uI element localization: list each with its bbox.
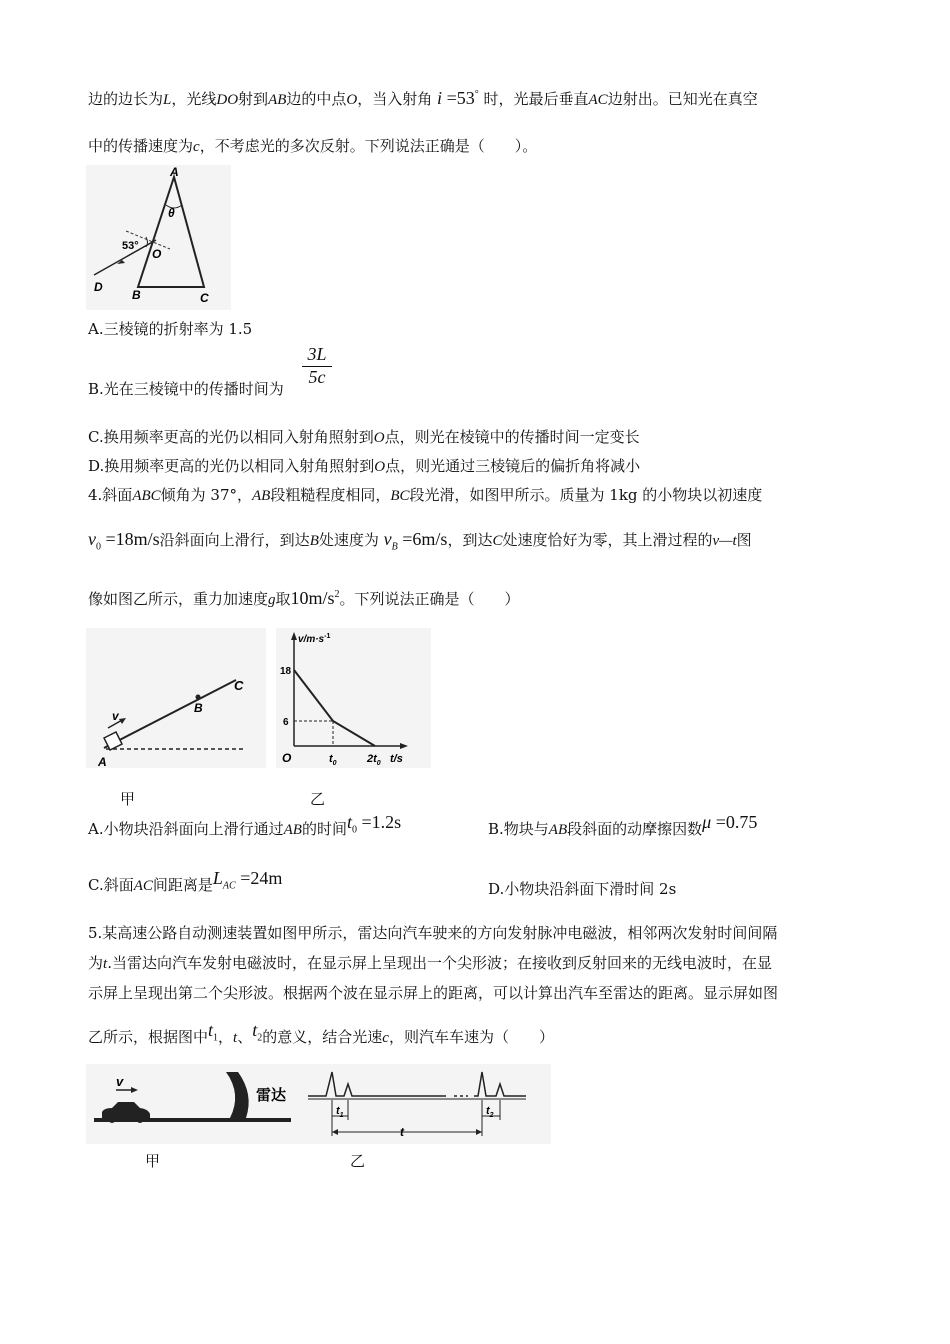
tick-t0: $t_0$ [329,753,337,767]
label-theta: θ [168,206,175,220]
tick-2t0: $2t_0$ [367,753,381,767]
t1-symbol: $t_1$ [208,1020,219,1044]
q5-caption-yi: 乙 [350,1152,366,1170]
x-axis-label: t/s [390,753,403,765]
y-axis-label: $v/m\cdot s^{-1}$ [298,633,331,645]
vt-graph-figure [276,628,431,768]
prism-figure [86,165,231,310]
point-B [196,695,201,700]
radar-figure [86,1064,551,1144]
q4-line-2: $v_0 =18m/s$沿斜面向上滑行，到达B处速度为 $v_B =6m/s$，到达C处速度恰好为零，其上滑过程的v—t图 [88,529,752,553]
label-v: v [116,1074,124,1089]
mu-formula: μ =0.75 [702,812,758,832]
g-value: $10m/s^2$ [290,588,340,608]
q4-caption-jia: 甲 [120,790,136,808]
v0-formula: $v_0 =18m/s$ [88,529,160,553]
label-t2: $t_2$ [486,1105,494,1119]
label-O: O [152,247,162,261]
incline-figure [86,628,266,768]
label-v: v [112,709,119,723]
car-wheel-icon [137,1117,143,1123]
q4-caption-yi: 乙 [310,790,326,808]
figure-background [86,165,231,310]
LAC-formula: $L_{AC} =24m$ [212,868,283,892]
label-C: C [200,291,209,305]
q4-line-3: 像如图乙所示，重力加速度g取$10m/s^2$。下列说法正确是（ ） [88,588,520,608]
q5-line-3: 示屏上呈现出第二个尖形波。根据两个波在显示屏上的距离，可以计算出汽车至雷达的距离。显示屏如图 [88,984,779,1002]
label-53deg: 53° [122,240,139,252]
q4-option-d: D.小物块沿斜面下滑时间 2s [488,880,677,898]
t2-symbol: $t_2$ [252,1020,263,1044]
q5-line-1: 5.某高速公路自动测速装置如图甲所示，雷达向汽车驶来的方向发射脉冲电磁波，相邻两次发射时间间隔 [88,924,778,942]
tick-6: 6 [283,717,289,728]
vB-formula: $v_B =6m/s$ [383,529,448,553]
label-t1: $t_1$ [336,1105,344,1119]
label-radar: 雷达 [256,1086,287,1104]
q3-option-a: A.三棱镜的折射率为 1.5 [88,320,253,338]
label-A: A [170,165,179,179]
q5-caption-jia: 甲 [145,1152,161,1170]
q4-option-c: C.斜面AC间距离是$L_{AC} =24m$ [88,868,283,894]
q4-option-a: A.小物块沿斜面向上滑行通过AB的时间$t_0 =1.2s$ [88,812,402,838]
t0-formula: $t_0 =1.2s$ [346,812,402,836]
q3-line-1: 边的边长为L，光线DO射到AB边的中点O，当入射角 i =53° 时，光最后垂直AC边射出。已知光在真空 [88,88,758,108]
label-t: t [400,1125,404,1139]
q3-option-d: D.换用频率更高的光仍以相同入射角照射到O点，则光通过三棱镜后的偏折角将减小 [88,457,641,475]
q5-line-2: 为t.当雷达向汽车发射电磁波时，在显示屏上呈现出一个尖形波；在接收到反射回来的无线电波时，在显 [88,954,772,972]
label-origin: O [282,751,292,765]
label-A: A [98,755,107,768]
q3-option-c: C.换用频率更高的光仍以相同入射角照射到O点，则光在棱镜中的传播时间一定变长 [88,428,640,446]
q5-line-4: 乙所示，根据图中$t_1$，t、$t_2$的意义，结合光速c，则汽车车速为（ ） [88,1020,554,1046]
q4-option-b: B.物块与AB段斜面的动摩擦因数μ =0.75 [488,812,758,838]
figure-background [276,628,431,768]
incidence-angle-formula: i =53° [437,88,479,108]
label-B: B [194,701,203,715]
car-wheel-icon [109,1117,115,1123]
q4-line-1: 4.斜面ABC倾角为 37°，AB段粗糙程度相同，BC段光滑，如图甲所示。质量为 1kg 的小物块以初速度 [88,486,763,504]
q3-line-2: 中的传播速度为c，不考虑光的多次反射。下列说法正确是（ ）。 [88,137,538,155]
label-D: D [94,280,103,294]
label-B: B [132,288,141,302]
label-C: C [234,678,244,693]
fraction-3L-5c: 3L 5c [302,344,332,388]
tick-18: 18 [280,666,292,677]
